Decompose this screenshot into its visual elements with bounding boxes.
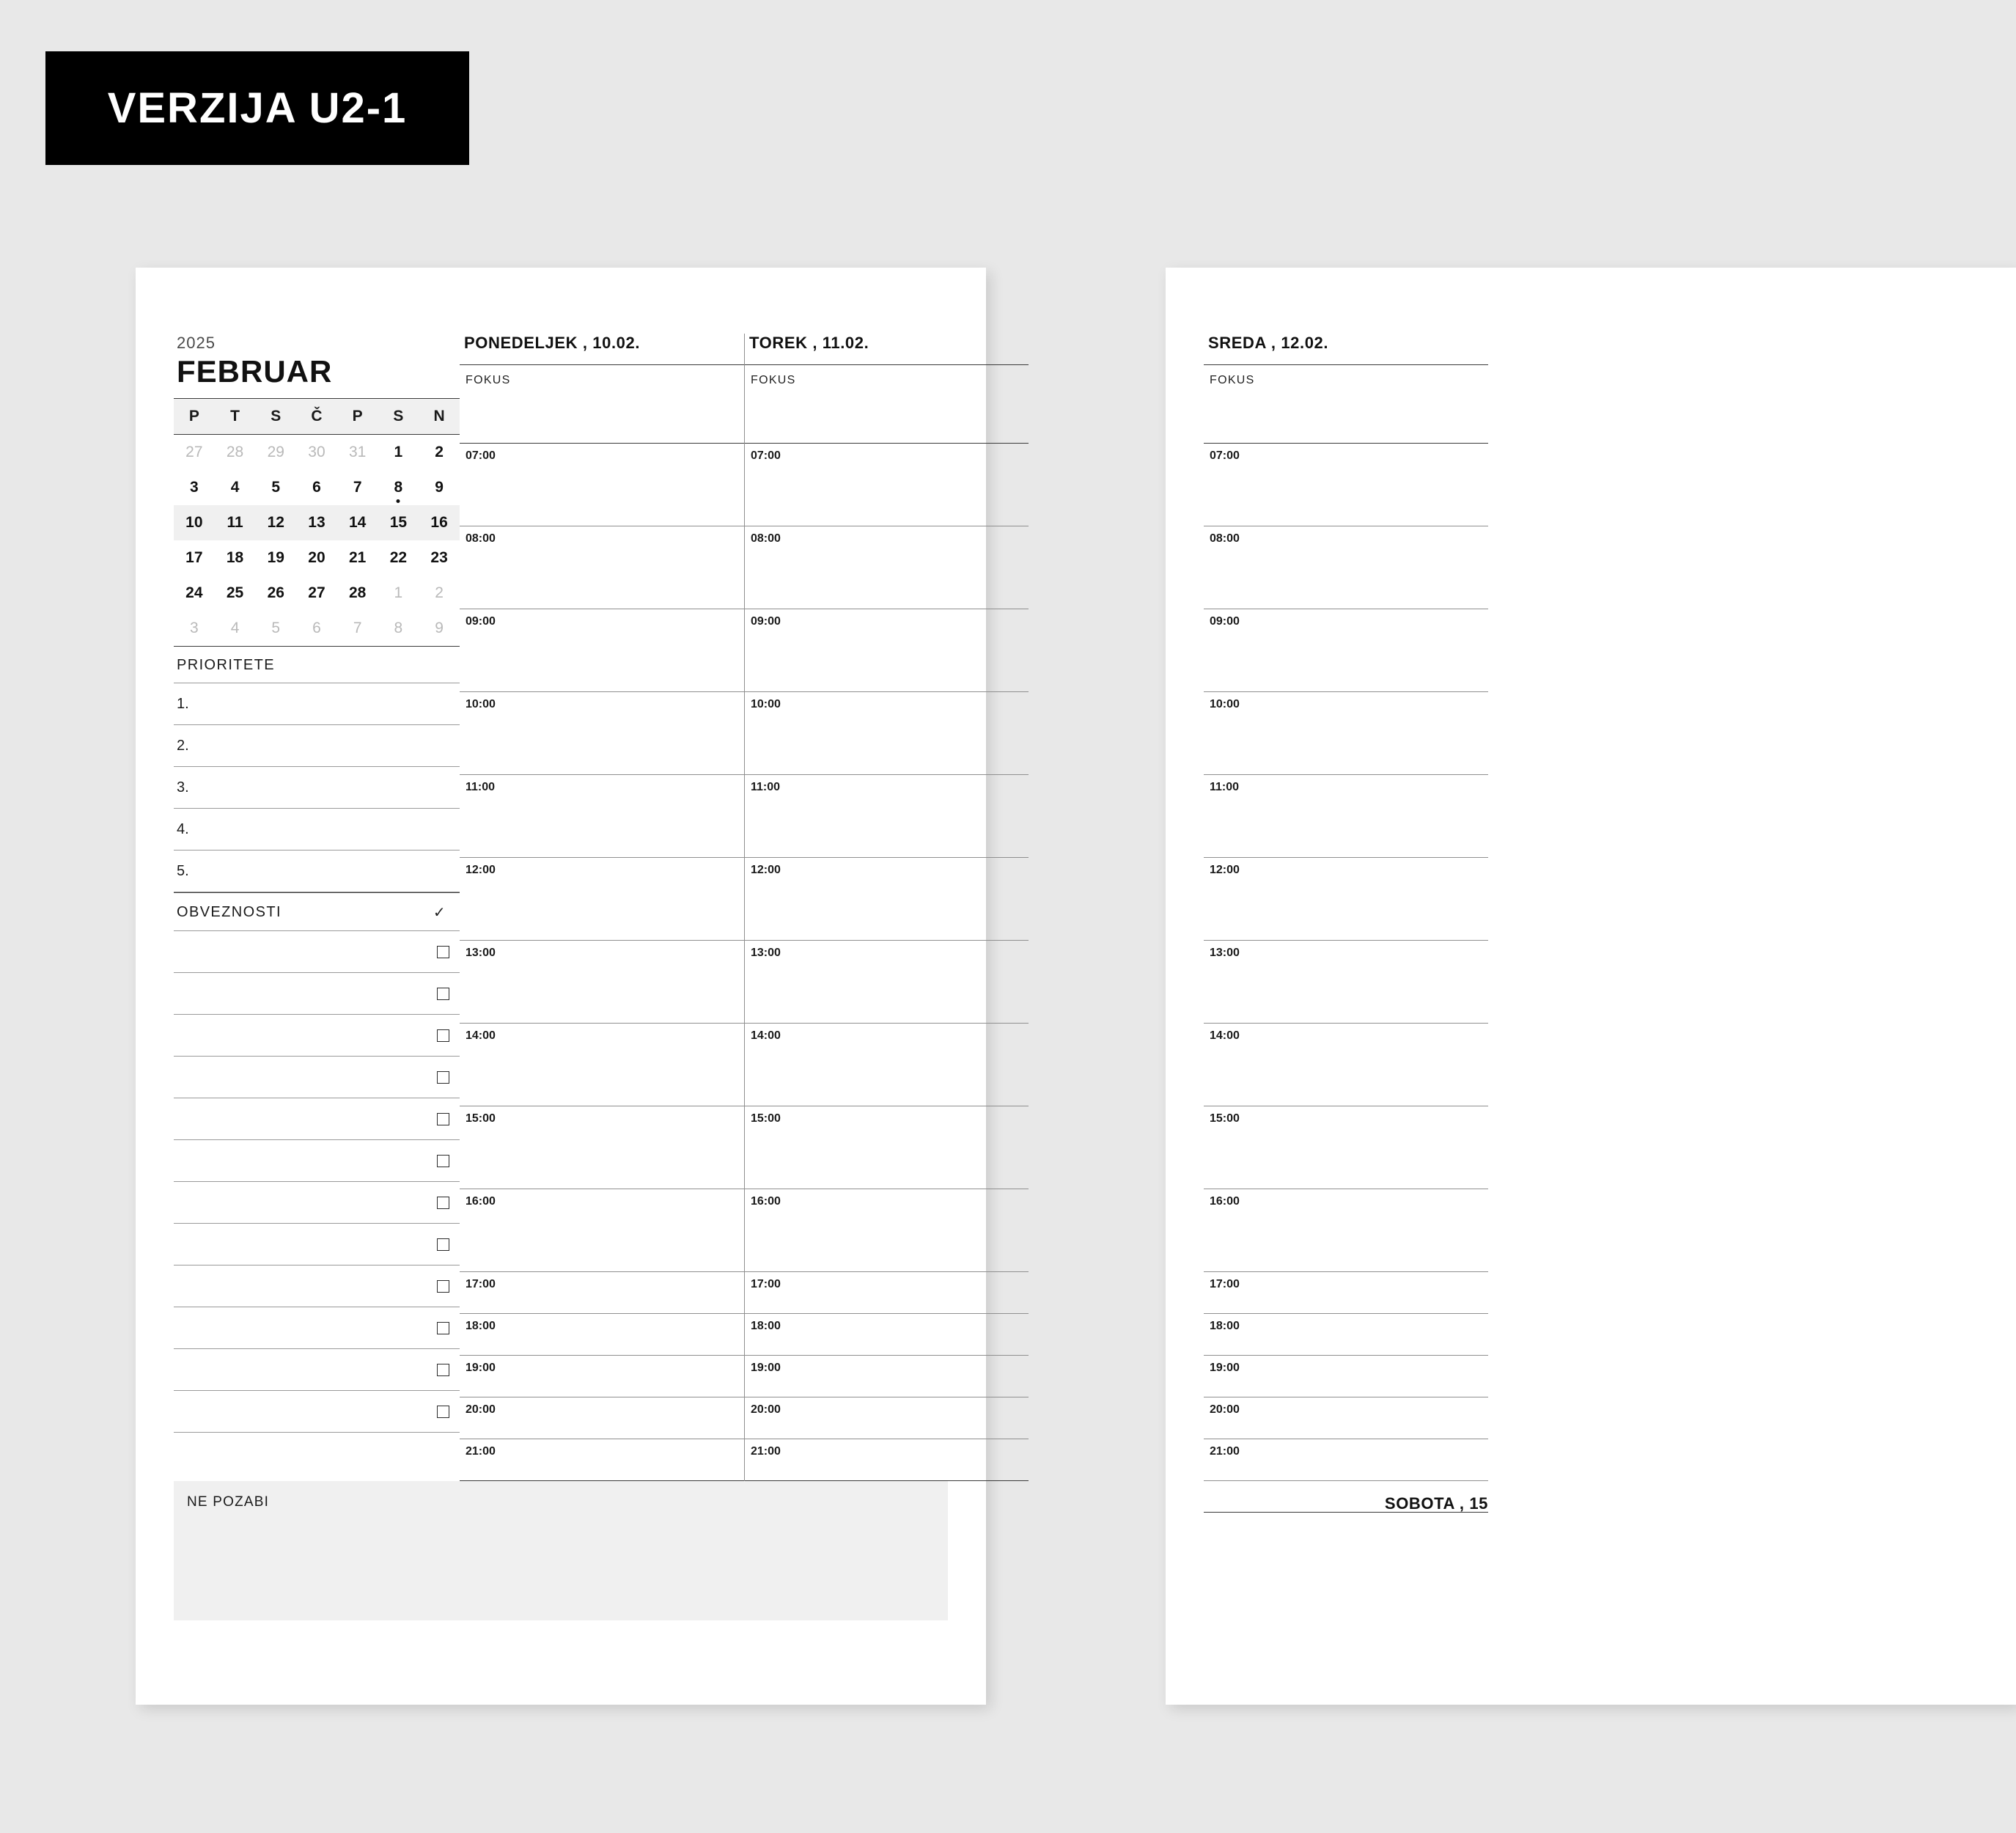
calendar-weekday-header-row	[174, 399, 460, 435]
obligation-checkbox[interactable]	[437, 1113, 449, 1125]
hour-slot[interactable]	[745, 775, 1029, 858]
calendar-month-title: FEBRUAR	[177, 354, 333, 389]
day-column-monday	[460, 334, 744, 1481]
priority-number: 5.	[177, 862, 189, 879]
calendar-week-row	[174, 611, 460, 646]
hour-slot[interactable]	[460, 1024, 744, 1106]
hour-slot[interactable]	[460, 1189, 744, 1272]
calendar-day[interactable]: 2	[435, 584, 444, 601]
hour-label: 07:00	[1210, 449, 1240, 462]
hour-label: 13:00	[1210, 947, 1240, 959]
hour-label: 18:00	[751, 1320, 781, 1332]
calendar-day[interactable]: 10	[174, 505, 215, 540]
obligation-row[interactable]	[174, 1015, 460, 1057]
calendar-weekday: P	[337, 399, 378, 435]
hour-slot[interactable]	[745, 1314, 1029, 1356]
hour-label: 21:00	[466, 1445, 496, 1458]
calendar-day[interactable]: 4	[230, 479, 240, 496]
calendar-day[interactable]: 21	[348, 549, 367, 566]
hour-slot[interactable]	[1204, 1024, 1488, 1106]
version-badge	[45, 51, 469, 165]
hour-label: 09:00	[751, 615, 781, 628]
hour-label: 15:00	[466, 1112, 496, 1125]
hour-slot[interactable]	[1204, 1314, 1488, 1356]
planner-page-right	[1166, 268, 2016, 1705]
hour-label: 09:00	[1210, 615, 1240, 628]
hour-label: 10:00	[751, 698, 781, 710]
hour-slot[interactable]	[1204, 1189, 1488, 1272]
calendar-day[interactable]: 4	[230, 620, 240, 636]
hour-label: 15:00	[751, 1112, 781, 1125]
hour-label: 20:00	[466, 1403, 496, 1416]
hour-slot[interactable]	[1204, 858, 1488, 941]
obligation-checkbox[interactable]	[437, 1197, 449, 1209]
hour-label: 19:00	[751, 1362, 781, 1374]
calendar-day[interactable]: 28	[348, 584, 367, 601]
calendar-day[interactable]: 25	[226, 584, 244, 601]
obligation-row[interactable]	[174, 1140, 460, 1182]
hour-slot[interactable]	[745, 1106, 1029, 1189]
hour-slot[interactable]	[1204, 1397, 1488, 1439]
focus-label: FOKUS	[466, 374, 511, 386]
hour-label: 08:00	[751, 532, 781, 545]
obligation-row[interactable]	[174, 1349, 460, 1391]
hour-label: 14:00	[751, 1029, 781, 1042]
hour-slot[interactable]	[745, 1272, 1029, 1314]
hour-label: 13:00	[466, 947, 496, 959]
hour-slot[interactable]	[1204, 1272, 1488, 1314]
day-title: TOREK , 11.02.	[749, 334, 869, 352]
hour-label: 19:00	[466, 1362, 496, 1374]
obligation-row[interactable]	[174, 1057, 460, 1098]
calendar-day[interactable]: 26	[267, 584, 284, 601]
calendar-week-row	[174, 540, 460, 576]
priority-row[interactable]	[174, 767, 460, 809]
calendar-weekday: P	[174, 399, 215, 435]
hour-slot[interactable]	[1204, 1439, 1488, 1481]
hour-label: 10:00	[466, 698, 496, 710]
hour-label: 08:00	[1210, 532, 1240, 545]
hour-label: 11:00	[751, 781, 781, 793]
event-dot-icon	[397, 499, 400, 503]
calendar-day[interactable]: 28	[226, 444, 244, 460]
calendar-day[interactable]: 6	[312, 620, 321, 636]
hour-slot[interactable]	[745, 692, 1029, 775]
calendar-day[interactable]: 20	[308, 549, 325, 566]
hour-slot[interactable]	[460, 1272, 744, 1314]
version-badge-label: VERZIJA U2-1	[107, 84, 408, 132]
calendar-day[interactable]: 9	[435, 620, 444, 636]
hour-slot[interactable]	[460, 941, 744, 1024]
obligation-row[interactable]	[174, 1224, 460, 1266]
hour-label: 19:00	[1210, 1362, 1240, 1374]
hour-slot[interactable]	[1204, 609, 1488, 692]
day-title: SREDA , 12.02.	[1208, 334, 1329, 352]
hour-label: 16:00	[751, 1195, 781, 1208]
calendar-day[interactable]: 5	[271, 620, 281, 636]
calendar-week-row	[174, 470, 460, 505]
focus-label: FOKUS	[1210, 374, 1255, 386]
hour-label: 07:00	[466, 449, 496, 462]
hour-slot[interactable]	[1204, 444, 1488, 526]
calendar-day[interactable]: 6	[312, 479, 321, 496]
focus-field[interactable]	[460, 364, 744, 444]
calendar-day[interactable]: 17	[185, 549, 203, 566]
hour-label: 20:00	[1210, 1403, 1240, 1416]
calendar-day[interactable]: 5	[271, 479, 281, 496]
priority-row[interactable]	[174, 683, 460, 725]
hour-label: 17:00	[751, 1278, 781, 1290]
calendar-day[interactable]: 8	[394, 620, 403, 636]
day-column-wednesday	[1204, 334, 1488, 1593]
obligation-checkbox[interactable]	[437, 1155, 449, 1167]
calendar-day[interactable]: 14	[337, 505, 378, 540]
hour-slot[interactable]	[745, 609, 1029, 692]
hour-label: 21:00	[751, 1445, 781, 1458]
hour-slot[interactable]	[1204, 692, 1488, 775]
calendar-day[interactable]: 1	[394, 444, 403, 460]
obligation-checkbox[interactable]	[437, 1406, 449, 1418]
hour-label: 10:00	[1210, 698, 1240, 710]
hour-slot[interactable]	[460, 526, 744, 609]
priorities-title-label: PRIORITETE	[177, 657, 276, 673]
hour-label: 16:00	[466, 1195, 496, 1208]
focus-label: FOKUS	[751, 374, 796, 386]
priority-number: 3.	[177, 779, 189, 796]
calendar-day[interactable]: 27	[185, 444, 203, 460]
obligation-row[interactable]	[174, 973, 460, 1015]
calendar-day[interactable]: 23	[430, 549, 448, 566]
hour-slot[interactable]	[1204, 526, 1488, 609]
priority-row[interactable]	[174, 809, 460, 851]
calendar-week-row	[174, 576, 460, 611]
calendar-year: 2025	[177, 334, 216, 352]
hour-label: 18:00	[1210, 1320, 1240, 1332]
hour-slot[interactable]	[745, 444, 1029, 526]
calendar-day[interactable]: 24	[185, 584, 203, 601]
calendar-day[interactable]: 15	[378, 505, 419, 540]
calendar-weekday: S	[255, 399, 296, 435]
focus-field[interactable]	[1204, 364, 1488, 444]
hour-slot[interactable]	[460, 1439, 744, 1481]
saturday-focus-field[interactable]	[1204, 1512, 1488, 1593]
calendar-day[interactable]: 27	[308, 584, 325, 601]
hour-label: 11:00	[466, 781, 496, 793]
priority-row[interactable]	[174, 851, 460, 892]
hour-label: 17:00	[1210, 1278, 1240, 1290]
calendar-weekday: N	[419, 399, 460, 435]
priority-row[interactable]	[174, 725, 460, 767]
obligation-row[interactable]	[174, 1266, 460, 1307]
hour-slot[interactable]	[460, 1314, 744, 1356]
hour-slot[interactable]	[460, 444, 744, 526]
obligation-row[interactable]	[174, 1098, 460, 1140]
calendar-column	[174, 334, 460, 1433]
hour-slot[interactable]	[745, 941, 1029, 1024]
obligation-checkbox[interactable]	[437, 1071, 449, 1084]
day-title-saturday: SOBOTA , 15	[1384, 1494, 1488, 1513]
planner-page-left	[136, 268, 986, 1705]
obligation-row[interactable]	[174, 931, 460, 973]
calendar-day[interactable]: 18	[226, 549, 244, 566]
check-icon: ✓	[433, 905, 446, 921]
hour-label: 12:00	[751, 864, 781, 876]
obligation-row[interactable]	[174, 1391, 460, 1433]
hour-slot[interactable]	[745, 1189, 1029, 1272]
hour-label: 08:00	[466, 532, 496, 545]
hour-label: 09:00	[466, 615, 496, 628]
calendar-day-marked[interactable]: 8	[378, 470, 419, 505]
hour-slot[interactable]	[745, 1024, 1029, 1106]
hour-slot[interactable]	[460, 858, 744, 941]
day-column-tuesday	[744, 334, 1029, 1481]
hour-slot[interactable]	[745, 1439, 1029, 1481]
obligation-checkbox[interactable]	[437, 988, 449, 1000]
hour-slot[interactable]	[745, 1356, 1029, 1397]
calendar-day[interactable]: 11	[215, 505, 256, 540]
calendar-day[interactable]: 7	[353, 620, 362, 636]
calendar-day[interactable]: 22	[389, 549, 408, 566]
calendar-weekday: T	[215, 399, 256, 435]
calendar-day[interactable]: 13	[296, 505, 337, 540]
calendar-day[interactable]: 29	[267, 444, 284, 460]
month-calendar	[174, 398, 460, 646]
obligations-title	[174, 892, 460, 931]
hour-label: 21:00	[1210, 1445, 1240, 1458]
calendar-day[interactable]: 3	[190, 479, 199, 496]
calendar-day[interactable]: 9	[435, 479, 444, 496]
obligation-row[interactable]	[174, 1182, 460, 1224]
hour-label: 15:00	[1210, 1112, 1240, 1125]
hour-slot[interactable]	[460, 1397, 744, 1439]
hour-slot[interactable]	[1204, 941, 1488, 1024]
obligation-checkbox[interactable]	[437, 1280, 449, 1293]
hour-label: 18:00	[466, 1320, 496, 1332]
hour-slot[interactable]	[1204, 1106, 1488, 1189]
calendar-week-row-current	[174, 505, 460, 540]
hour-label: 14:00	[1210, 1029, 1240, 1042]
hour-label: 12:00	[1210, 864, 1240, 876]
hour-slot[interactable]	[460, 609, 744, 692]
hour-slot[interactable]	[745, 858, 1029, 941]
hour-label: 14:00	[466, 1029, 496, 1042]
calendar-day[interactable]: 2	[435, 444, 444, 460]
calendar-weekday: S	[378, 399, 419, 435]
calendar-day[interactable]: 3	[190, 620, 199, 636]
hour-slot[interactable]	[460, 1356, 744, 1397]
focus-field[interactable]	[745, 364, 1029, 444]
priority-number: 4.	[177, 820, 189, 837]
hour-label: 12:00	[466, 864, 496, 876]
obligation-checkbox[interactable]	[437, 1364, 449, 1376]
obligation-row[interactable]	[174, 1307, 460, 1349]
priority-number: 1.	[177, 695, 189, 712]
hour-slot[interactable]	[460, 692, 744, 775]
obligation-checkbox[interactable]	[437, 1238, 449, 1251]
hour-slot[interactable]	[1204, 1356, 1488, 1397]
calendar-day[interactable]: 30	[308, 444, 325, 460]
notes-box[interactable]	[174, 1481, 948, 1620]
priorities-title	[174, 646, 460, 683]
obligation-checkbox[interactable]	[437, 1322, 449, 1334]
calendar-day[interactable]: 12	[255, 505, 296, 540]
hour-label: 16:00	[1210, 1195, 1240, 1208]
obligation-checkbox[interactable]	[437, 1029, 449, 1042]
calendar-day[interactable]: 16	[419, 505, 460, 540]
calendar-day[interactable]: 1	[394, 584, 403, 601]
hour-label: 13:00	[751, 947, 781, 959]
calendar-day[interactable]: 7	[353, 479, 362, 496]
day-title: PONEDELJEK , 10.02.	[464, 334, 641, 352]
hour-label: 07:00	[751, 449, 781, 462]
priority-number: 2.	[177, 737, 189, 754]
hour-label: 20:00	[751, 1403, 781, 1416]
obligation-checkbox[interactable]	[437, 946, 449, 958]
calendar-day[interactable]: 31	[348, 444, 367, 460]
calendar-day[interactable]: 19	[267, 549, 284, 566]
hour-slot[interactable]	[460, 775, 744, 858]
hour-slot[interactable]	[460, 1106, 744, 1189]
calendar-week-row	[174, 435, 460, 471]
hour-label: 17:00	[466, 1278, 496, 1290]
calendar-weekday: Č	[296, 399, 337, 435]
hour-slot[interactable]	[745, 526, 1029, 609]
hour-label: 11:00	[1210, 781, 1240, 793]
hour-slot[interactable]	[745, 1397, 1029, 1439]
notes-title: NE POZABI	[187, 1494, 270, 1510]
obligations-title-label: OBVEZNOSTI	[177, 904, 282, 920]
hour-slot[interactable]	[1204, 775, 1488, 858]
